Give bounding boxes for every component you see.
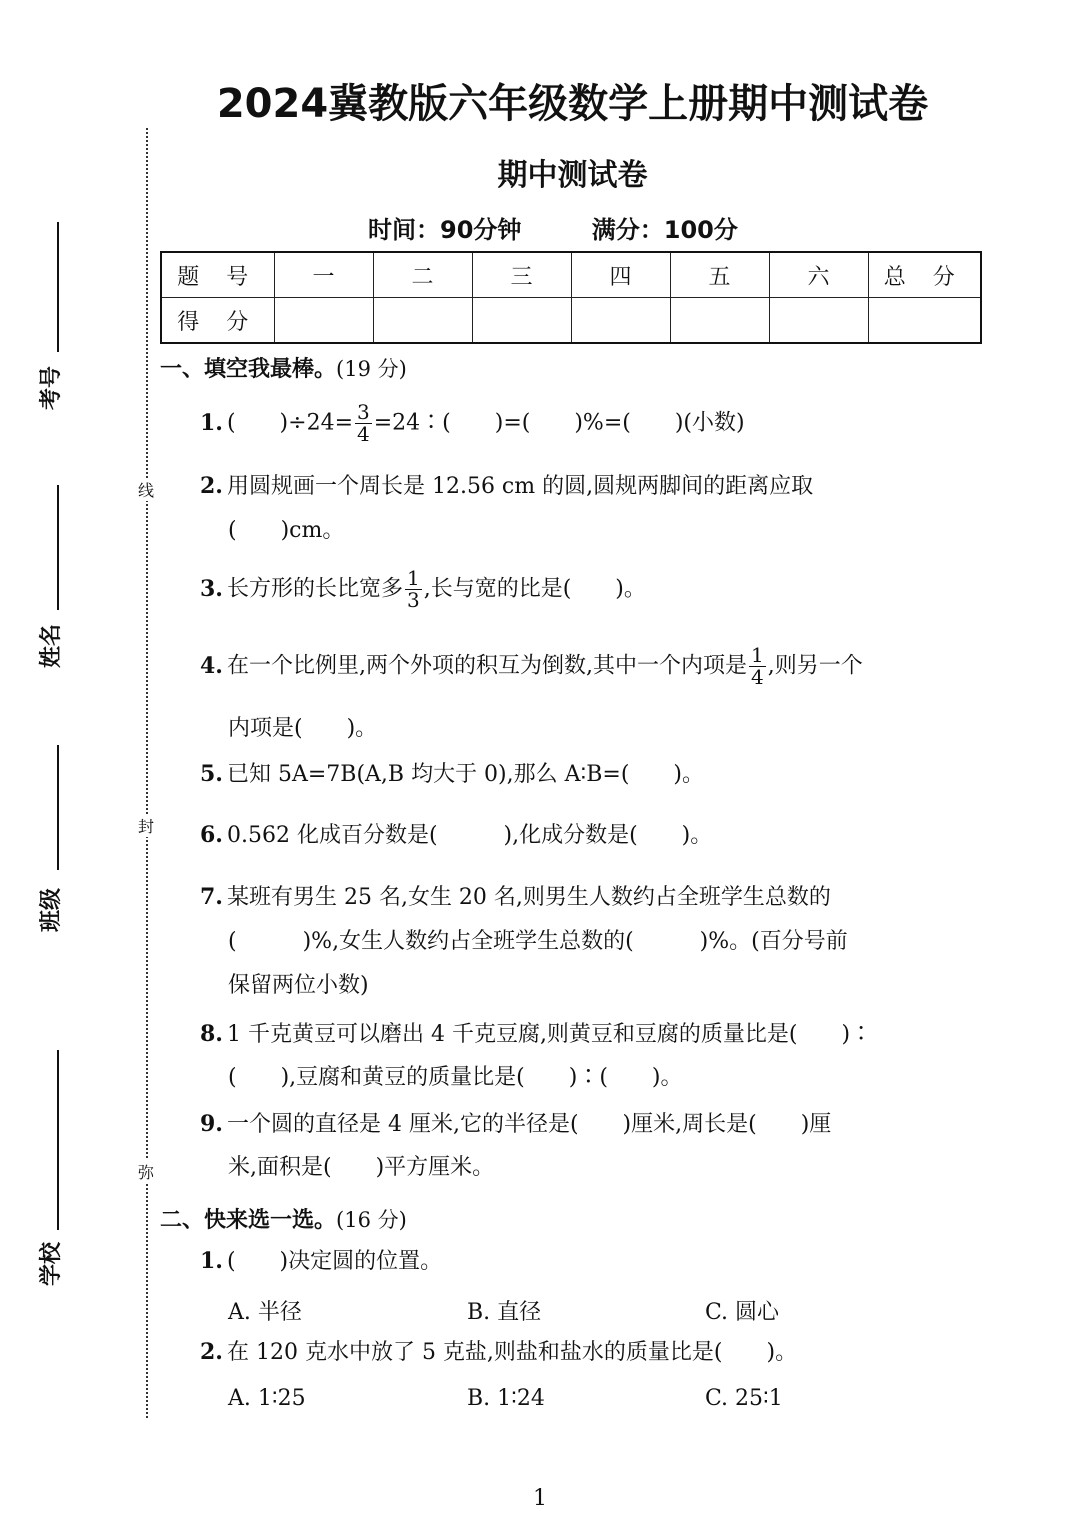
score-blank[interactable]: [373, 298, 472, 344]
question-text: 一个圆的直径是 4 厘米,它的半径是( )厘米,周长是( )厘: [226, 1112, 832, 1137]
question-text: ,则另一个: [767, 653, 863, 679]
question-number: 2.: [200, 473, 223, 499]
question-text: 某班有男生 25 名,女生 20 名,则男生人数约占全班学生总数的: [226, 885, 831, 910]
question-text: ,长与宽的比是( )。: [423, 576, 646, 602]
exam-number-rule: [57, 222, 59, 352]
section-2-points: (16 分): [336, 1208, 407, 1232]
page-title: 2024冀教版六年级数学上册期中测试卷: [216, 81, 929, 127]
exam-time: 时间：90分钟: [368, 216, 522, 244]
question-1-4-line2: 内项是( )。: [228, 716, 378, 741]
score-blank[interactable]: [769, 298, 868, 344]
question-2-1: [200, 1250, 442, 1273]
exam-number-label: 考号: [39, 365, 65, 411]
score-table-cell: 四: [571, 252, 670, 298]
question-1-7: [200, 886, 831, 909]
binding-line: [146, 128, 148, 1418]
score-table-cell: 五: [670, 252, 769, 298]
binding-char-mi: 弥: [137, 1160, 155, 1183]
binding-char-seal: 封: [137, 814, 155, 837]
name-label: 姓名: [39, 623, 65, 669]
score-table-cell: 得 分: [161, 298, 274, 344]
score-table-header-row: [161, 252, 981, 298]
question-1-4: [200, 645, 863, 688]
section-1-points: (19 分): [336, 357, 407, 381]
score-table-score-row: [161, 298, 981, 344]
section-1-title: 一、填空我最棒。: [160, 357, 337, 382]
question-text: 在 120 克水中放了 5 克盐,则盐和盐水的质量比是( )。: [226, 1340, 798, 1365]
question-number: 9.: [200, 1111, 223, 1137]
question-number: 5.: [200, 761, 223, 787]
question-1-2-line2: ( )cm。: [228, 518, 345, 543]
question-1-2: [200, 475, 813, 498]
score-table-cell: 总 分: [868, 252, 981, 298]
score-table-cell: 二: [373, 252, 472, 298]
question-text: 长方形的长比宽多: [226, 576, 403, 602]
question-1-3: [200, 568, 646, 611]
name-rule: [57, 485, 59, 610]
question-text: 0.562 化成百分数是( ),化成分数是( )。: [226, 823, 713, 848]
question-1-5: [200, 763, 704, 786]
question-number: 4.: [200, 652, 223, 679]
school-rule: [57, 1050, 59, 1230]
question-1-9-line2: 米,面积是( )平方厘米。: [228, 1155, 495, 1180]
fraction: [355, 402, 372, 445]
score-table-cell: 六: [769, 252, 868, 298]
score-table-cell: 题 号: [161, 252, 274, 298]
option-a[interactable]: A. 1∶25: [228, 1386, 306, 1411]
question-number: 1.: [200, 1248, 223, 1274]
option-a[interactable]: A. 半径: [228, 1300, 302, 1325]
question-1-1: [200, 402, 745, 445]
school-label: 学校: [39, 1241, 65, 1287]
class-rule: [57, 745, 59, 870]
option-b[interactable]: B. 直径: [467, 1300, 542, 1325]
question-1-7-line2: ( )%,女生人数约占全班学生总数的( )%。(百分号前: [228, 929, 848, 954]
fraction-denominator: 3: [406, 588, 420, 612]
question-number: 6.: [200, 822, 223, 848]
exam-meta: [368, 210, 738, 245]
fraction-numerator: 1: [406, 566, 420, 590]
score-blank[interactable]: [274, 298, 373, 344]
fraction-denominator: 4: [357, 422, 370, 446]
score-blank[interactable]: [571, 298, 670, 344]
option-b[interactable]: B. 1∶24: [467, 1386, 545, 1411]
fraction-numerator: 3: [357, 400, 370, 424]
question-1-6: [200, 824, 712, 847]
page-subtitle: 期中测试卷: [497, 158, 648, 193]
question-2-2: [200, 1341, 797, 1364]
question-1-8-line2: ( ),豆腐和黄豆的质量比是( )∶( )。: [228, 1065, 683, 1090]
question-text: 在一个比例里,两个外项的积互为倒数,其中一个内项是: [226, 653, 747, 679]
section-2-title: 二、快来选一选。: [160, 1208, 337, 1233]
class-label: 班级: [39, 887, 65, 933]
question-1-8: [200, 1023, 872, 1046]
fraction-numerator: 1: [750, 643, 764, 667]
question-text: ( )÷24=: [226, 410, 353, 436]
question-text: ( )决定圆的位置。: [226, 1249, 443, 1274]
fraction: [405, 568, 422, 611]
question-text: =24∶( )=( )%=( )(小数): [373, 410, 745, 436]
question-text: 用圆规画一个周长是 12.56 cm 的圆,圆规两脚间的距离应取: [226, 474, 814, 499]
section-2-heading: [160, 1203, 407, 1234]
binding-char-line: 线: [137, 478, 155, 501]
option-c[interactable]: C. 25∶1: [705, 1386, 783, 1411]
score-blank[interactable]: [868, 298, 981, 344]
question-number: 2.: [200, 1339, 223, 1365]
fraction-denominator: 4: [750, 665, 764, 689]
question-1-9: [200, 1113, 831, 1136]
page-number: 1: [533, 1486, 547, 1511]
question-text: 1 千克黄豆可以磨出 4 千克豆腐,则黄豆和豆腐的质量比是( )∶: [226, 1022, 873, 1047]
question-text: 已知 5A=7B(A,B 均大于 0),那么 A∶B=( )。: [226, 762, 705, 787]
question-number: 7.: [200, 884, 223, 910]
section-1-heading: [160, 352, 407, 383]
score-table-cell: 一: [274, 252, 373, 298]
question-number: 8.: [200, 1021, 223, 1047]
question-1-7-line3: 保留两位小数): [228, 973, 369, 998]
score-blank[interactable]: [472, 298, 571, 344]
exam-full-score: 满分：100分: [591, 216, 738, 244]
question-number: 3.: [200, 575, 223, 602]
score-table: [160, 251, 982, 344]
score-blank[interactable]: [670, 298, 769, 344]
score-table-cell: 三: [472, 252, 571, 298]
question-number: 1.: [200, 409, 223, 436]
option-c[interactable]: C. 圆心: [705, 1300, 780, 1325]
fraction: [749, 645, 766, 688]
